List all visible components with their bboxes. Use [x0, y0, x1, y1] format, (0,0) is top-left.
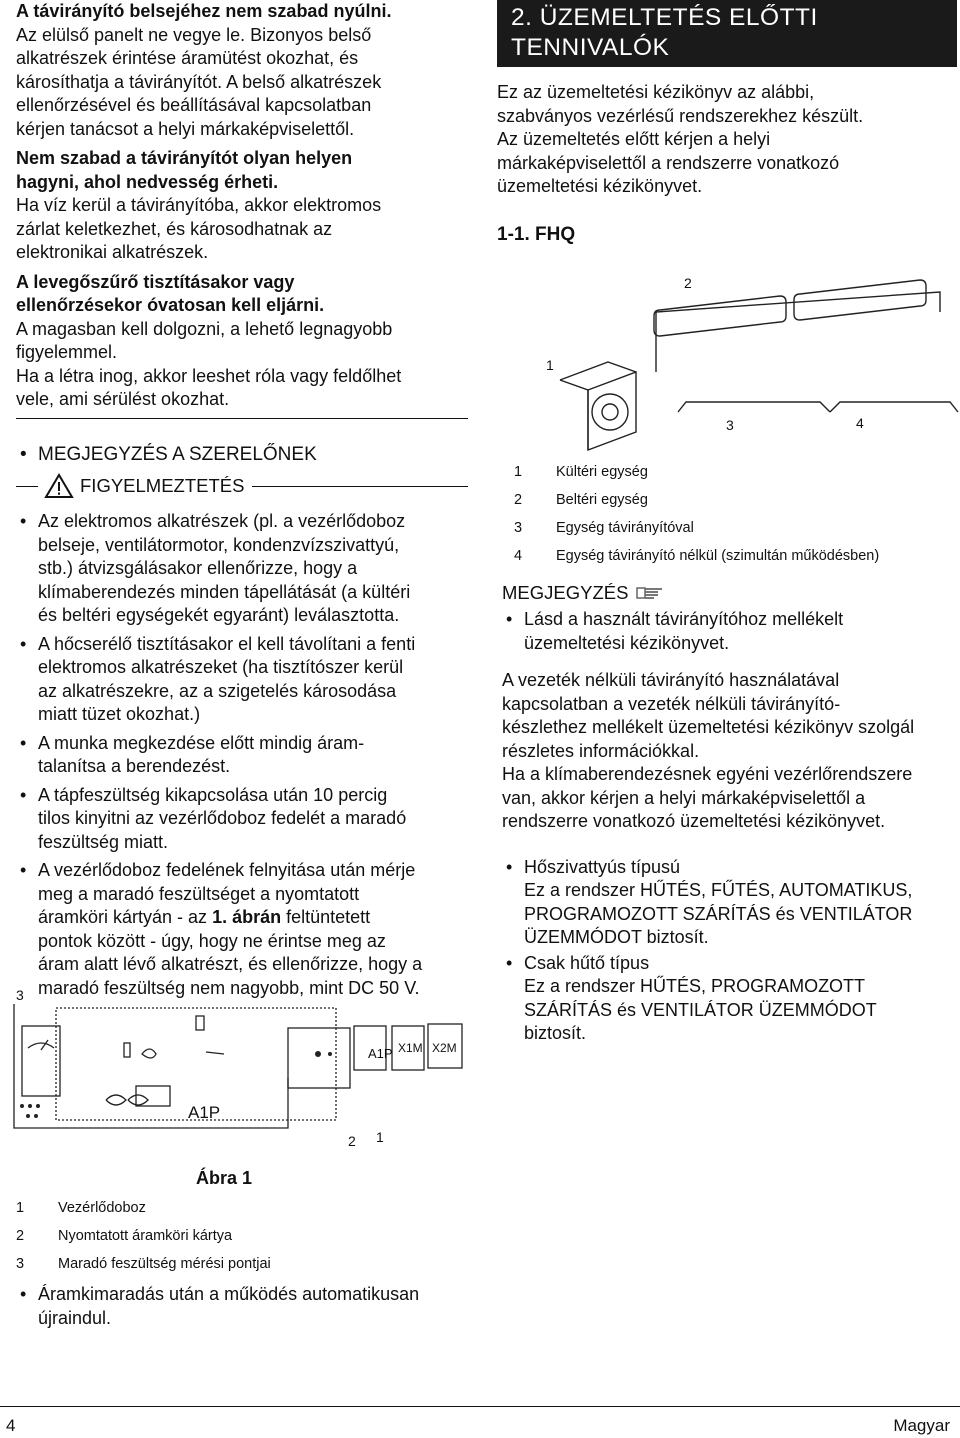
warning-heading: Nem szabad a távirányítót olyan helyen hagyni, ahol nedvesség érheti.	[16, 148, 353, 192]
pointing-hand-icon	[636, 584, 666, 602]
note-label: MEGJEGYZÉS	[502, 582, 629, 603]
restart-note: • Áramkimaradás után a működés automatikusan újraindul.	[16, 1283, 488, 1330]
type-list	[502, 856, 958, 1046]
intro-paragraph: Ez az üzemeltetési kézikönyv az alábbi, szabványos vezérlésű rendszerekhez készült. Az üzemeltetés előtt kérjen a helyi márkaképviselettől a rendszerre vonatkozó üzemeltetési kézikönyvet.	[497, 82, 864, 196]
warning-text: A magasban kell dolgozni, a lehető legnagyobb figyelemmel. Ha a létra inog, akkor leeshet róla vagy feldőlhet vele, ami sérülést okozhat.	[16, 318, 402, 409]
warning-label: FIGYELMEZTETÉS	[80, 475, 245, 496]
list-item: • Az elektromos alkatrészek (pl. a vezérlődoboz belseje, ventilátormotor, kondenzvízszivattyú, stb.) átvizsgálásakor ellenőrizze, hogy a klímaberendezés minden tápellátását (a kültéri és beltéri egységekét egyaránt) leválasztotta.	[16, 510, 468, 628]
list-item: • Hőszivattyús típusú Ez a rendszer HŰTÉS, FŰTÉS, AUTOMATIKUS, PROGRAMOZOTT SZÁRÍTÁS és VENTILÁTOR ÜZEMMÓDOT biztosít.	[502, 856, 958, 950]
footer-rule	[0, 1406, 960, 1407]
figure-label-1: 1	[376, 1129, 384, 1145]
warning-banner	[16, 472, 468, 500]
figure-label-4: 4	[856, 415, 864, 431]
figure-caption: Ábra 1	[196, 1168, 253, 1188]
legend-item: 4 Egység távirányító nélkül (szimultán működésben)	[514, 548, 880, 564]
subsection-title: 1-1. FHQ	[497, 223, 576, 245]
control-box-figure	[8, 988, 468, 1158]
figure-label-3: 3	[726, 417, 734, 433]
right-column	[497, 0, 957, 246]
legend-item: 1 Kültéri egység	[514, 464, 648, 480]
figure-label-3: 3	[16, 988, 24, 1003]
section-title: 2. ÜZEMELTETÉS ELŐTTI TENNIVALÓK	[497, 0, 957, 67]
figure-label-2: 2	[684, 275, 692, 291]
legend-item: 1 Vezérlődoboz	[16, 1200, 146, 1216]
figure-label-a1p: A1P	[368, 1046, 393, 1061]
installer-note-heading: • MEGJEGYZÉS A SZERELŐNEK	[16, 443, 468, 467]
warning-triangle-icon	[44, 473, 74, 499]
figure-label-a1p: A1P	[188, 1103, 221, 1122]
remote-paragraph: A vezeték nélküli távirányító használatával kapcsolatban a vezeték nélküli távirányító- készlethez mellékelt üzemeltetési kézikönyv szolgál részletes információkkal. Ha a klímaberendezésnek egyéni vezérlőrendszere van, akkor kérjen a helyi márkaképviselettől a rendszerre vonatkozó üzemeltetési kézikönyvet.	[502, 670, 915, 831]
list-item: • A munka megkezdése előtt mindig áram- talanítsa a berendezést.	[16, 732, 468, 779]
figure-legend	[16, 1199, 456, 1283]
note-block	[502, 582, 958, 1051]
figure-label-1: 1	[546, 357, 554, 373]
figure-label-x2m: X2M	[432, 1041, 457, 1055]
list-item: • A hőcserélő tisztításakor el kell távolítani a fenti elektromos alkatrészeket (ha tisztítószer kerül az alkatrészekre, az a szigetelés károsodása miatt tüzet okozhat.)	[16, 633, 468, 727]
legend-item: 3 Maradó feszültség mérési pontjai	[16, 1256, 271, 1272]
legend-item: 2 Nyomtatott áramköri kártya	[16, 1228, 233, 1244]
page-number: 4	[6, 1416, 16, 1435]
note-bullet: • Lásd a használt távirányítóhoz mellékelt üzemeltetési kézikönyvet.	[502, 608, 958, 655]
warning-text: Az elülső panelt ne vegye le. Bizonyos belső alkatrészek érintése áramütést okozhat, és károsíthatja a távirányítót. A belső alkatrészek ellenőrzésével és beállításával kapcsolatban kérjen tanácsot a helyi márkaképviselettől.	[16, 24, 382, 139]
legend-item: 3 Egység távirányítóval	[514, 520, 694, 536]
system-layout-figure	[500, 262, 960, 452]
warning-heading: A távirányító belsejéhez nem szabad nyúlni.	[16, 1, 392, 21]
legend-item: 2 Beltéri egység	[514, 492, 648, 508]
list-item: • Csak hűtő típus Ez a rendszer HŰTÉS, PROGRAMOZOTT SZÁRÍTÁS és VENTILÁTOR ÜZEMMÓDOT biztosít.	[502, 952, 958, 1046]
system-legend	[514, 463, 954, 575]
installer-bullets	[16, 510, 468, 1000]
warning-text: Ha víz kerül a távirányítóba, akkor elektromos zárlat keletkezhet, és károsodhatnak az elektronikai alkatrészek.	[16, 195, 382, 262]
footer-language: Magyar	[893, 1416, 950, 1435]
left-column	[16, 0, 468, 1005]
list-item: • A tápfeszültség kikapcsolása után 10 percig tilos kinyitni az vezérlődoboz fedelét a maradó feszültség miatt.	[16, 784, 468, 855]
figure-label-2: 2	[348, 1133, 356, 1149]
list-item: • A vezérlődoboz fedelének felnyitása után mérje meg a maradó feszültséget a nyomtatott áramköri kártyán - az 1. ábrán feltüntetett pontok között - úgy, hogy ne érintse meg az áram alatt lévő alkatrészt, és ellenőrizze, hogy a maradó feszültség nem nagyobb, mint DC 50 V.	[16, 859, 468, 1000]
figure-label-x1m: X1M	[398, 1041, 423, 1055]
warning-box	[16, 0, 468, 419]
warning-heading: A levegőszűrő tisztításakor vagy ellenőrzésekor óvatosan kell eljárni.	[16, 271, 325, 315]
